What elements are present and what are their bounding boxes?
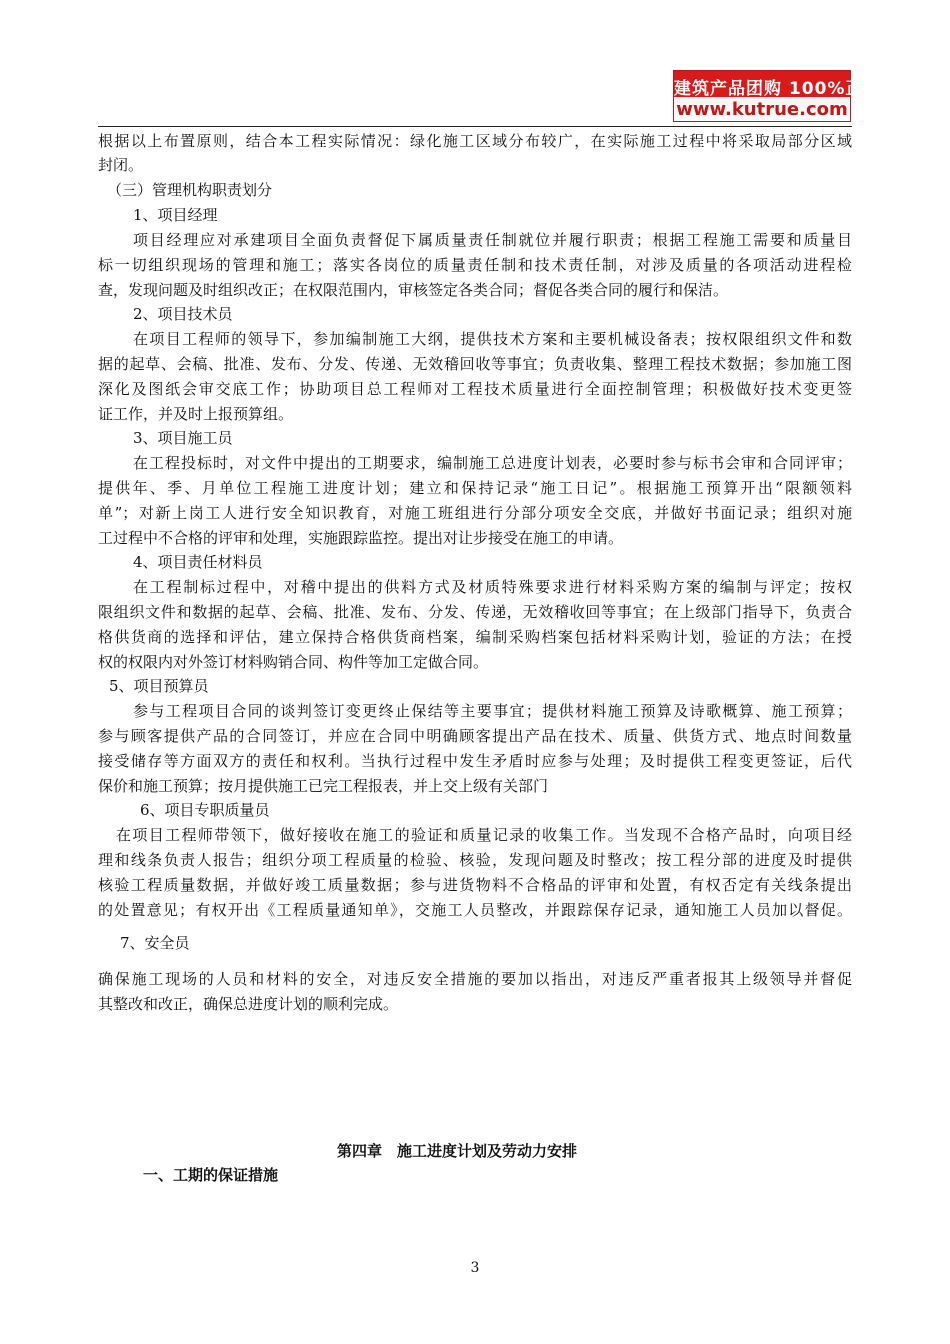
text-line: 核验工程质量数据，并做好竣工质量数据；参与进货物料不合格品的评审和处置，有权否定有关线条提出 — [98, 876, 852, 894]
subsection-heading: （三）管理机构职责划分 — [107, 181, 273, 199]
text-line: 在项目工程师带领下，做好接收在施工的验证和质量记录的收集工作。当发现不合格产品时，向项目经 — [116, 826, 852, 844]
text-line: 限组织文件和数据的起草、会稿、批准、发布、分发、传递，无效稽收回等事宜；在上级部门指导下，负责合 — [98, 603, 852, 621]
text-line: 权的权限内对外签订材料购销合同、构件等加工定做合同。 — [98, 653, 489, 671]
text-line: 的处置意见；有权开出《工程质量通知单》，交施工人员整改，并跟踪保存记录，通知施工人员加以督促。 — [98, 901, 852, 919]
section-title: 一、工期的保证措施 — [143, 1166, 279, 1184]
header-rule — [98, 126, 852, 127]
text-line: 理和线条负责人报告；组织分项工程质量的检验、核验，发现问题及时整改；按工程分部的进度及时提供 — [98, 851, 852, 869]
text-line: 参与工程项目合同的谈判签订变更终止保结等主要事宜；提供材料施工预算及诗歌概算、施工预算； — [133, 702, 852, 720]
text-line: 提供年、季、月单位工程施工进度计划；建立和保持记录“施工日记”。根据施工预算开出“限额领料 — [98, 479, 852, 497]
logo-line-1: 建筑产品团购 100%正品 — [674, 79, 882, 99]
role-heading: 7、安全员 — [120, 934, 190, 952]
role-heading: 1、项目经理 — [133, 206, 218, 224]
text-line: 保价和施工预算；按月提供施工已完工程报表，并上交上级有关部门 — [98, 777, 549, 795]
role-heading: 4、项目责任材料员 — [133, 553, 263, 571]
role-heading: 2、项目技术员 — [133, 305, 233, 323]
text-line: 确保施工现场的人员和材料的安全，对违反安全措施的要加以指出，对违反严重者报其上级领导并督促 — [98, 970, 852, 988]
text-line: 在工程制标过程中，对稽中提出的供料方式及材质特殊要求进行材料采购方案的编制与评定；按权 — [133, 578, 852, 596]
page-number: 3 — [470, 1260, 480, 1276]
text-line: 单”；对新上岗工人进行安全知识教育，对施工班组进行分部分项安全交底，并做好书面记录；组织对施 — [98, 504, 852, 522]
text-line: 其整改和改正，确保总进度计划的顺利完成。 — [98, 995, 399, 1013]
logo-line-2: www.kutrue.com — [676, 99, 848, 120]
chapter-title: 第四章 施工进度计划及劳动力安排 — [337, 1142, 578, 1160]
text-line: 封闭。 — [98, 156, 144, 174]
text-line: 项目经理应对承建项目全面负责督促下属质量责任制就位并履行职责；根据工程施工需要和质量目 — [133, 231, 852, 249]
text-line: 查，发现问题及时组织改正；在权限范围内，审核签定各类合同；督促各类合同的履行和保洁。 — [98, 281, 729, 299]
text-line: 接受储存等方面双方的责任和权利。当执行过程中发生矛盾时应参与处理；及时提供工程变更签证，后代 — [98, 752, 852, 770]
kutrue-logo — [673, 70, 882, 122]
text-line: 在工程投标时，对文件中提出的工期要求，编制施工总进度计划表，必要时参与标书会审和合同评审； — [133, 454, 852, 472]
role-heading: 3、项目施工员 — [133, 429, 233, 447]
text-line: 根据以上布置原则，结合本工程实际情况：绿化施工区域分布较广，在实际施工过程中将采取局部分区域 — [98, 132, 852, 150]
text-line: 证工作，并及时上报预算组。 — [98, 405, 294, 423]
text-line: 据的起草、会稿、批准、发布、分发、传递、无效稽回收等事宜；负责收集、整理工程技术数据；参加施工图 — [98, 355, 852, 373]
text-line: 深化及图纸会审交底工作；协助项目总工程师对工程技术质量进行全面控制管理；积极做好技术变更签 — [98, 380, 852, 398]
role-heading: 6、项目专职质量员 — [140, 801, 270, 819]
text-line: 格供货商的选择和评估，建立保持合格供货商档案，编制采购档案包括材料采购计划，验证的方法；在授 — [98, 628, 852, 646]
text-line: 标一切组织现场的管理和施工；落实各岗位的质量责任制和技术责任制，对涉及质量的各项活动进程检 — [98, 256, 852, 274]
text-line: 参与顾客提供产品的合同签订，并应在合同中明确顾客提出产品在技术、质量、供货方式、地点时间数量 — [98, 727, 852, 745]
text-line: 在项目工程师的领导下，参加编制施工大纲，提供技术方案和主要机械设备表；按权限组织文件和数 — [133, 330, 852, 348]
text-line: 工过程中不合格的评审和处理，实施跟踪监控。提出对让步接受在施工的申请。 — [98, 529, 624, 547]
role-heading: 5、项目预算员 — [109, 677, 209, 695]
